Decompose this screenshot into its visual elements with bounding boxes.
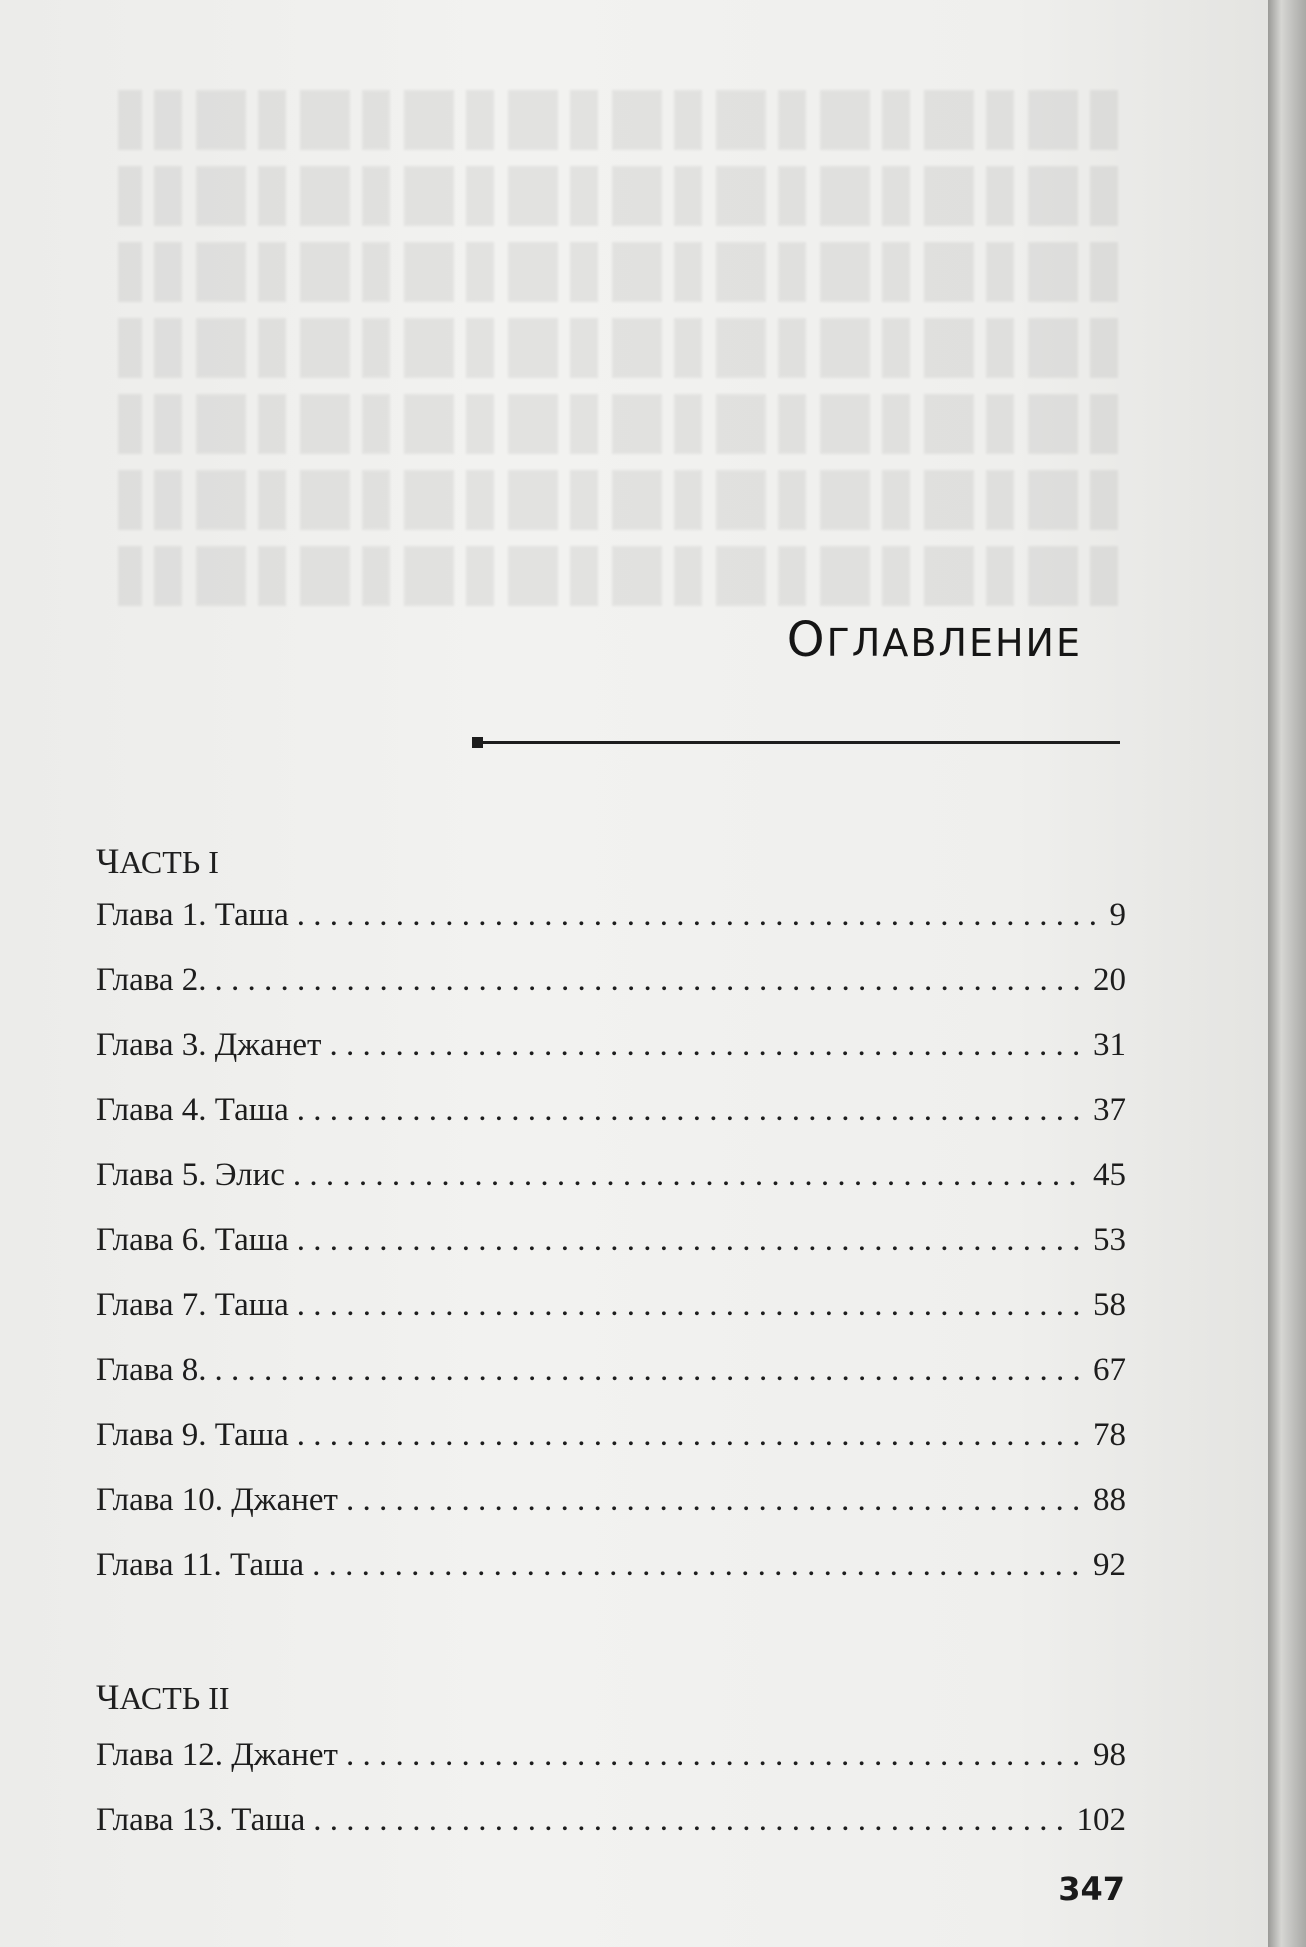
toc-entry-page: 58 — [1093, 1287, 1126, 1323]
toc-entry-label: Глава 10. Джанет — [96, 1482, 338, 1518]
title-rule — [472, 741, 1120, 744]
show-through-text — [118, 90, 1118, 650]
toc-entry-label: Глава 2. — [96, 962, 207, 998]
toc-entry[interactable] — [96, 1092, 1126, 1136]
toc-entry-leader — [293, 1157, 1085, 1194]
toc-entry[interactable] — [96, 1222, 1126, 1266]
toc-entry-page: 78 — [1093, 1417, 1126, 1453]
toc-entry-label: Глава 3. Джанет — [96, 1027, 322, 1063]
toc-entry-page: 102 — [1076, 1802, 1126, 1838]
toc-title-rest: ГЛАВЛЕНИЕ — [826, 621, 1082, 665]
toc-entry[interactable] — [96, 1157, 1126, 1201]
toc-entry-leader — [297, 1287, 1085, 1324]
toc-entry-page: 31 — [1093, 1027, 1126, 1063]
toc-entry-label: Глава 1. Таша — [96, 897, 289, 933]
toc-entry-label: Глава 9. Таша — [96, 1417, 289, 1453]
toc-entry-leader — [346, 1482, 1085, 1519]
toc-entry-label: Глава 11. Таша — [96, 1547, 305, 1583]
toc-entry[interactable] — [96, 1547, 1126, 1591]
toc-entry[interactable] — [96, 1027, 1126, 1071]
toc-entry-leader — [297, 1222, 1085, 1259]
toc-entry-leader — [346, 1737, 1085, 1774]
toc-entry-leader — [312, 1547, 1085, 1584]
toc-entry-leader — [313, 1802, 1068, 1839]
toc-entry-page: 20 — [1093, 962, 1126, 998]
toc-entry-label: Глава 6. Таша — [96, 1222, 289, 1258]
toc-entry[interactable] — [96, 1737, 1126, 1781]
toc-entry-label: Глава 8. — [96, 1352, 207, 1388]
toc-entry-leader — [329, 1027, 1085, 1064]
part-heading — [96, 1676, 230, 1718]
toc-entry-page: 92 — [1093, 1547, 1126, 1583]
toc-entry-label: Глава 12. Джанет — [96, 1737, 338, 1773]
toc-title-initial: О — [786, 612, 827, 668]
toc-entry-page: 9 — [1109, 897, 1126, 933]
toc-entry-leader — [215, 962, 1085, 999]
toc-entry[interactable] — [96, 1287, 1126, 1331]
toc-entry-leader — [297, 1092, 1085, 1129]
toc-entry-label: Глава 5. Элис — [96, 1157, 285, 1193]
toc-title — [787, 612, 1082, 668]
page-edge — [1268, 0, 1306, 1947]
toc-entry-page: 53 — [1093, 1222, 1126, 1258]
toc-entry-page: 37 — [1093, 1092, 1126, 1128]
toc-entry-label: Глава 13. Таша — [96, 1802, 306, 1838]
part-heading-initial: Ч — [96, 1677, 120, 1717]
toc-entry-leader — [297, 1417, 1085, 1454]
toc-entry[interactable] — [96, 897, 1126, 941]
toc-entry[interactable] — [96, 1417, 1126, 1461]
part-heading-initial: Ч — [96, 841, 120, 881]
toc-entry[interactable] — [96, 1352, 1126, 1396]
toc-entry-label: Глава 4. Таша — [96, 1092, 289, 1128]
toc-entry[interactable] — [96, 962, 1126, 1006]
toc-entry[interactable] — [96, 1802, 1126, 1846]
toc-entry-leader — [215, 1352, 1085, 1389]
page-number: 347 — [1058, 1870, 1125, 1908]
part-heading-rest: АСТЬ I — [119, 844, 219, 880]
part-heading — [96, 840, 219, 882]
part-heading-rest: АСТЬ II — [119, 1680, 230, 1716]
toc-entry-page: 88 — [1093, 1482, 1126, 1518]
toc-entry-page: 98 — [1093, 1737, 1126, 1773]
toc-entry-leader — [297, 897, 1102, 934]
toc-entry-page: 45 — [1093, 1157, 1126, 1193]
toc-entry-page: 67 — [1093, 1352, 1126, 1388]
toc-entry[interactable] — [96, 1482, 1126, 1526]
toc-entry-label: Глава 7. Таша — [96, 1287, 289, 1323]
